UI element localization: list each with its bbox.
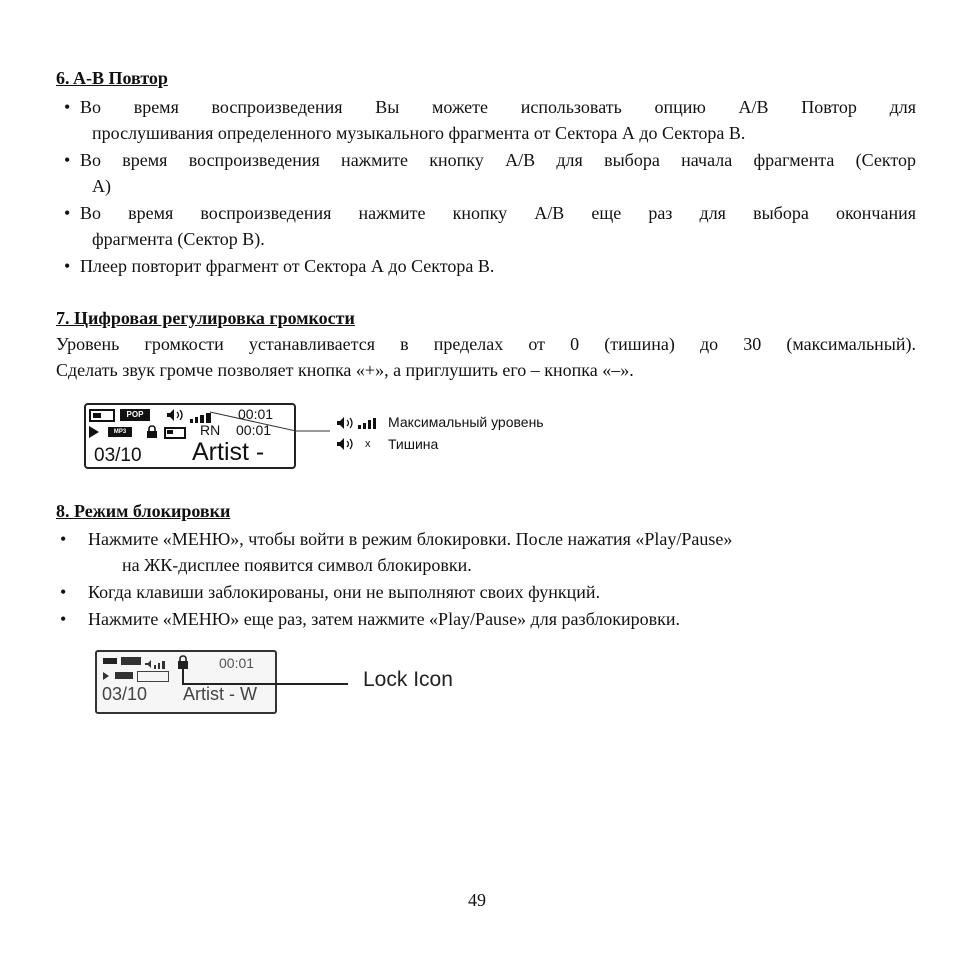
lcd-time-second: 00:01 bbox=[236, 422, 272, 438]
bullet-dot: • bbox=[60, 582, 67, 602]
bullet-dot: • bbox=[60, 609, 67, 629]
lcd-artist: Artist - W bbox=[183, 684, 257, 704]
legend-mute-x: x bbox=[365, 438, 371, 450]
bullet-dot: • bbox=[64, 256, 71, 276]
bullet-text: Нажмите «МЕНЮ» еще раз, затем нажмите «Play/Pause» для разблокировки. bbox=[88, 609, 681, 629]
lcd-time-top: 00:01 bbox=[219, 655, 255, 671]
bullet-text: Во время воспроизведения нажмите кнопку A/B еще раз для выбора окончания bbox=[80, 203, 916, 223]
bullet-text-cont: на ЖК-дисплее появится символ блокировки. bbox=[122, 555, 472, 575]
section-7-title: 7. Цифровая регулировка громкости bbox=[56, 308, 355, 328]
section-8-title: 8. Режим блокировки bbox=[56, 501, 231, 521]
bullet-dot: • bbox=[60, 529, 67, 549]
paragraph-line-1: Уровень громкости устанавливается в пределах от 0 (тишина) до 30 (максимальный). bbox=[56, 334, 916, 354]
repeat-rn-label: RN bbox=[200, 422, 221, 438]
lock-icon-label: Lock Icon bbox=[363, 668, 453, 691]
section-6-title: 6. A-B Повтор bbox=[56, 68, 168, 88]
mp3-badge: MP3 bbox=[108, 427, 132, 437]
lcd-time-top: 00:01 bbox=[238, 406, 274, 422]
legend-max-volume-label: Максимальный уровень bbox=[388, 414, 544, 430]
bullet-text: Во время воспроизведения Вы можете использовать опцию A/B Повтор для bbox=[80, 97, 916, 117]
bullet-dot: • bbox=[64, 203, 71, 223]
lcd-artist: Artist - bbox=[192, 438, 265, 466]
bullet-text-cont: фрагмента (Сектор В). bbox=[92, 229, 265, 249]
bullet-text: Когда клавиши заблокированы, они не выполняют своих функций. bbox=[88, 582, 601, 602]
bullet-text-cont: A) bbox=[92, 176, 111, 196]
lcd-track-number: 03/10 bbox=[94, 445, 142, 466]
bullet-text: Во время воспроизведения нажмите кнопку A/B для выбора начала фрагмента (Сектор bbox=[80, 150, 916, 170]
bullet-text: Нажмите «МЕНЮ», чтобы войти в режим блокировки. После нажатия «Play/Pause» bbox=[88, 529, 733, 549]
eq-pop-badge: POP bbox=[120, 409, 150, 421]
bullet-dot: • bbox=[64, 97, 71, 117]
bullet-text-cont: прослушивания определенного музыкального фрагмента от Сектора А до Сектора В. bbox=[92, 123, 746, 143]
bullet-text: Плеер повторит фрагмент от Сектора А до Сектора В. bbox=[80, 256, 495, 276]
page-number: 49 bbox=[468, 890, 486, 910]
legend-mute-label: Тишина bbox=[388, 436, 439, 452]
paragraph-line-2: Сделать звук громче позволяет кнопка «+», а приглушить его – кнопка «–». bbox=[56, 360, 634, 380]
bullet-dot: • bbox=[64, 150, 71, 170]
lcd-track-number: 03/10 bbox=[102, 684, 148, 704]
